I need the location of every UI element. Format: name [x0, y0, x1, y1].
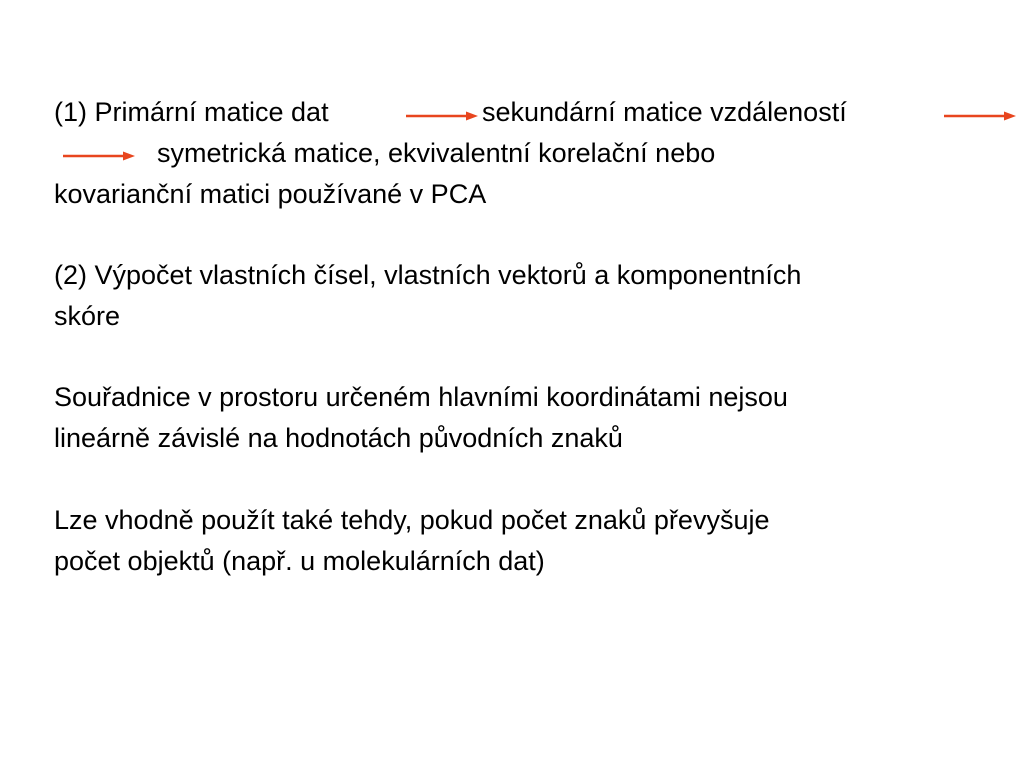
paragraph2-line2: skóre	[54, 301, 121, 331]
paragraph4-line2: počet objektů (např. u molekulárních dat)	[54, 546, 545, 576]
right-arrow-icon	[63, 148, 135, 164]
right-arrow-icon	[406, 108, 478, 124]
paragraph3-line2: lineárně závislé na hodnotách původních znaků	[54, 423, 623, 453]
paragraph3-line1: Souřadnice v prostoru určeném hlavními koordinátami nejsou	[54, 382, 788, 412]
paragraph2-line1: (2) Výpočet vlastních čísel, vlastních vektorů a komponentních	[54, 260, 802, 290]
paragraph1-part2: sekundární matice vzdáleností	[482, 97, 847, 127]
paragraph1-part4: kovarianční matici používané v PCA	[54, 179, 487, 209]
paragraph1-part3: symetrická matice, ekvivalentní korelační nebo	[157, 138, 716, 168]
paragraph4-line1: Lze vhodně použít také tehdy, pokud počet znaků převyšuje	[54, 505, 770, 535]
paragraph1-part1: (1) Primární matice dat	[54, 97, 329, 127]
right-arrow-icon	[944, 108, 1016, 124]
